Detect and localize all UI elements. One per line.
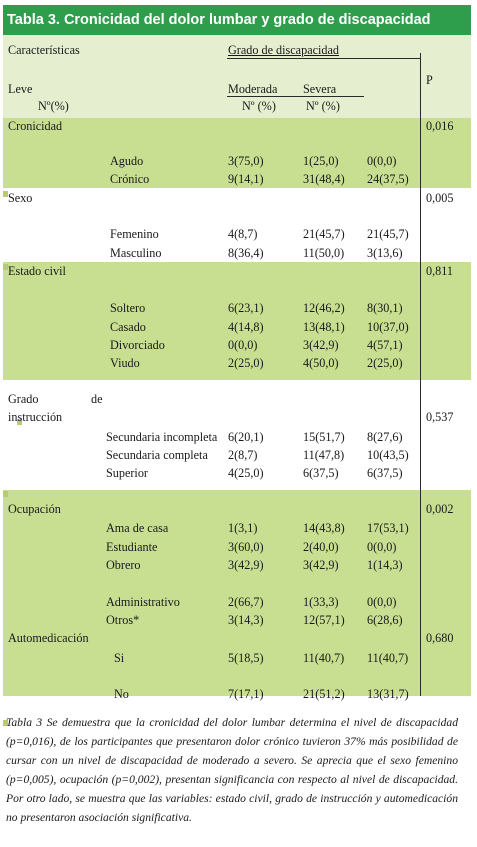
- cell-leve: 10(37,0): [367, 320, 409, 334]
- row-label: No: [114, 687, 129, 701]
- cell-leve: 8(27,6): [367, 430, 403, 444]
- row-label: Ama de casa: [106, 521, 169, 535]
- cell-moderada: 3(60,0): [228, 540, 264, 554]
- cell-leve: 8(30,1): [367, 301, 403, 315]
- header-n-severa: Nº (%): [306, 99, 340, 113]
- cell-moderada: 4(25,0): [228, 466, 264, 480]
- cell-severa: 11(50,0): [303, 246, 345, 260]
- grado-underline: [227, 58, 421, 59]
- cell-moderada: 9(14,1): [228, 172, 264, 186]
- cell-moderada: 2(25,0): [228, 356, 264, 370]
- header-p: P: [426, 73, 433, 87]
- cell-severa: 12(57,1): [303, 613, 345, 627]
- p-value-estado-civil: 0,811: [426, 264, 453, 278]
- bullet-marker: [3, 491, 8, 497]
- section-label-grado: Grado: [8, 392, 39, 406]
- row-label: Femenino: [110, 227, 159, 241]
- row-label: Casado: [110, 320, 146, 334]
- cell-leve: 0(0,0): [367, 154, 397, 168]
- cell-moderada: 6(23,1): [228, 301, 264, 315]
- cell-severa: 3(42,9): [303, 338, 339, 352]
- cell-leve: 10(43,5): [367, 448, 409, 462]
- cell-leve: 2(25,0): [367, 356, 403, 370]
- cell-moderada: 4(14,8): [228, 320, 264, 334]
- header-caracteristicas: Características: [8, 43, 80, 57]
- p-value-cronicidad: 0,016: [426, 119, 454, 133]
- header-n-leve: Nº(%): [38, 99, 69, 113]
- cell-moderada: 2(8,7): [228, 448, 258, 462]
- p-value-automedicacion: 0,680: [426, 631, 454, 645]
- cell-severa: 21(45,7): [303, 227, 345, 241]
- row-label: Divorciado: [110, 338, 165, 352]
- section-label-estado-civil: Estado civil: [8, 264, 66, 278]
- cell-severa: 6(37,5): [303, 466, 339, 480]
- cell-moderada: 2(66,7): [228, 595, 264, 609]
- cell-severa: 3(42,9): [303, 558, 339, 572]
- row-label: Superior: [106, 466, 148, 480]
- cell-leve: 17(53,1): [367, 521, 409, 535]
- header-severa: Severa: [303, 82, 337, 96]
- cell-moderada: 3(42,9): [228, 558, 264, 572]
- row-label: Soltero: [110, 301, 146, 315]
- section-label-automedicacion: Automedicación: [8, 631, 89, 645]
- p-value-instruccion: 0,537: [426, 410, 454, 424]
- section-label-de: de: [91, 392, 103, 406]
- cell-leve: 0(0,0): [367, 595, 397, 609]
- row-label: Estudiante: [106, 540, 158, 554]
- table-note: Tabla 3 Se demuestra que la cronicidad del dolor lumbar determina el nivel de discapacidad (p=0,016), de los participantes que presentaron dolor crónico tuvieron 37% más posibilidad de cursar con un nivel de discapacidad de moderado a severo. Se aprecia que el sexo femenino (p=0,005), ocupación (p=0,002), presentan significancia con respecto al nivel de discapacidad. Por otro lado, se muestra que las variables: estado civil, grado de instrucción y automedicación no presentaron asociación significativa.: [6, 716, 458, 824]
- cell-leve: 11(40,7): [367, 651, 409, 665]
- row-label: Otros*: [106, 613, 140, 627]
- header-grado: Grado de discapacidad: [228, 43, 339, 57]
- cell-severa: 14(43,8): [303, 521, 345, 535]
- cell-moderada: 0(0,0): [228, 338, 258, 352]
- subheader-underline: [227, 96, 364, 97]
- cell-moderada: 8(36,4): [228, 246, 264, 260]
- cell-leve: 24(37,5): [367, 172, 409, 186]
- cell-severa: 12(46,2): [303, 301, 345, 315]
- header-n-moderada: Nº (%): [242, 99, 276, 113]
- cell-leve: 6(28,6): [367, 613, 403, 627]
- header-leve: Leve: [8, 82, 33, 96]
- cell-leve: 21(45,7): [367, 227, 409, 241]
- section-label-cronicidad: Cronicidad: [8, 119, 63, 133]
- cell-moderada: 1(3,1): [228, 521, 258, 535]
- cell-severa: 31(48,4): [303, 172, 345, 186]
- cell-severa: 11(40,7): [303, 651, 345, 665]
- row-label: Secundaria completa: [106, 448, 208, 462]
- cell-leve: 13(31,7): [367, 687, 409, 701]
- row-label: Agudo: [110, 154, 144, 168]
- row-label: Masculino: [110, 246, 162, 260]
- table-title: Tabla 3. Cronicidad del dolor lumbar y grado de discapacidad: [3, 5, 471, 35]
- row-label: Obrero: [106, 558, 141, 572]
- cell-severa: 1(25,0): [303, 154, 339, 168]
- cell-leve: 6(37,5): [367, 466, 403, 480]
- cell-leve: 4(57,1): [367, 338, 403, 352]
- row-label: Secundaria incompleta: [106, 430, 218, 444]
- row-label: Crónico: [110, 172, 150, 186]
- cell-moderada: 7(17,1): [228, 687, 264, 701]
- section-label-ocupacion: Ocupación: [8, 502, 61, 516]
- cell-severa: 15(51,7): [303, 430, 345, 444]
- cell-severa: 4(50,0): [303, 356, 339, 370]
- section-label-sexo: Sexo: [8, 191, 33, 205]
- row-label: Si: [114, 651, 125, 665]
- cell-severa: 2(40,0): [303, 540, 339, 554]
- cell-moderada: 4(8,7): [228, 227, 258, 241]
- header-moderada: Moderada: [228, 82, 278, 96]
- section-label-instruccion: instrucción: [8, 410, 63, 424]
- cell-moderada: 3(75,0): [228, 154, 264, 168]
- cell-leve: 0(0,0): [367, 540, 397, 554]
- cell-severa: 11(47,8): [303, 448, 345, 462]
- cell-leve: 3(13,6): [367, 246, 403, 260]
- cell-leve: 1(14,3): [367, 558, 403, 572]
- p-column-divider: [420, 53, 421, 696]
- cell-severa: 21(51,2): [303, 687, 345, 701]
- row-label: Administrativo: [106, 595, 180, 609]
- cell-moderada: 6(20,1): [228, 430, 264, 444]
- cell-severa: 13(48,1): [303, 320, 345, 334]
- cell-moderada: 3(14,3): [228, 613, 264, 627]
- row-label: Viudo: [110, 356, 140, 370]
- p-value-sexo: 0,005: [426, 191, 454, 205]
- cell-severa: 1(33,3): [303, 595, 339, 609]
- cell-moderada: 5(18,5): [228, 651, 264, 665]
- p-value-ocupacion: 0,002: [426, 502, 454, 516]
